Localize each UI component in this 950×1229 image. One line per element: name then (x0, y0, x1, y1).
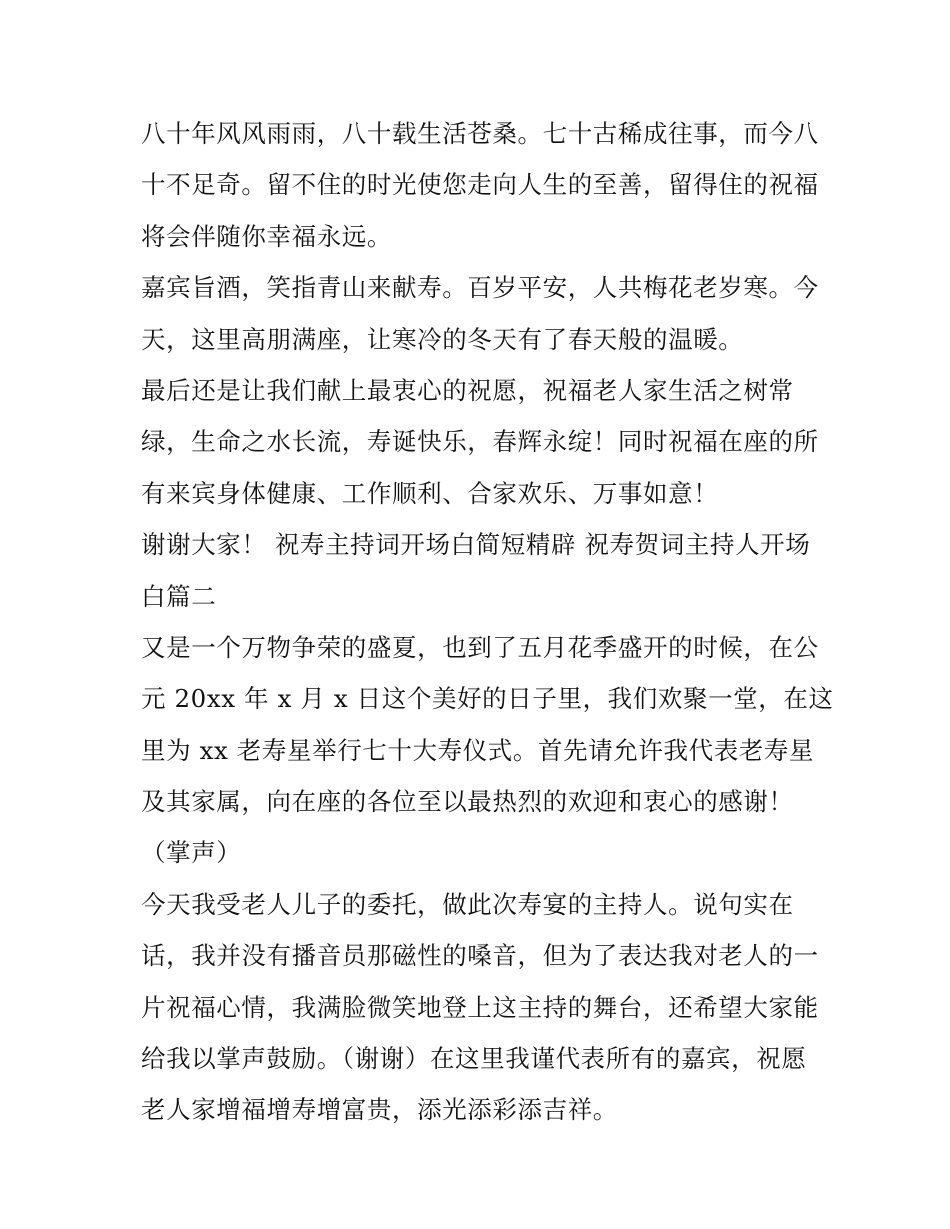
text-line: 元 20xx 年 x 月 x 日这个美好的日子里，我们欢聚一堂，在这 (141, 684, 834, 714)
text-line: 里为 xx 老寿星举行七十大寿仪式。首先请允许我代表老寿星 (141, 735, 815, 765)
text-line: 老人家增福增寿增富贵，添光添彩添吉祥。 (141, 1095, 618, 1125)
text-line: 白篇二 (141, 581, 217, 611)
text-line: 有来宾身体健康、工作顺利、合家欢乐、万事如意！ (141, 478, 719, 508)
text-line: 十不足奇。留不住的时光使您走向人生的至善，留得住的祝福 (141, 170, 819, 200)
text-line: （掌声） (141, 838, 242, 868)
text-line: 天，这里高朋满座，让寒冷的冬天有了春天般的温暖。 (141, 324, 744, 354)
text-line: 给我以掌声鼓励。（谢谢）在这里我谨代表所有的嘉宾，祝愿 (141, 1044, 807, 1074)
text-line: 谢谢大家！ 祝寿主持词开场白简短精辟 祝寿贺词主持人开场 (141, 530, 811, 560)
text-line: 嘉宾旨酒，笑指青山来献寿。百岁平安，人共梅花老岁寒。今 (141, 273, 819, 303)
text-line: 八十年风风雨雨，八十载生活苍桑。七十古稀成往事，而今八 (141, 119, 819, 148)
text-line: 最后还是让我们献上最衷心的祝愿，祝福老人家生活之树常 (141, 375, 794, 405)
text-line: 及其家属，向在座的各位至以最热烈的欢迎和衷心的感谢！ (141, 787, 794, 817)
text-line: 又是一个万物争荣的盛夏，也到了五月花季盛开的时候，在公 (141, 632, 819, 662)
text-line: 将会伴随你幸福永远。 (141, 221, 392, 251)
text-line: 绿，生命之水长流，寿诞快乐，春辉永绽！同时祝福在座的所 (141, 427, 819, 457)
document-body (141, 108, 834, 1136)
text-line: 话，我并没有播音员那磁性的嗓音，但为了表达我对老人的一 (141, 941, 819, 971)
text-line: 今天我受老人儿子的委托，做此次寿宴的主持人。说句实在 (141, 889, 794, 919)
text-line: 片祝福心情，我满脸微笑地登上这主持的舞台，还希望大家能 (141, 992, 819, 1022)
